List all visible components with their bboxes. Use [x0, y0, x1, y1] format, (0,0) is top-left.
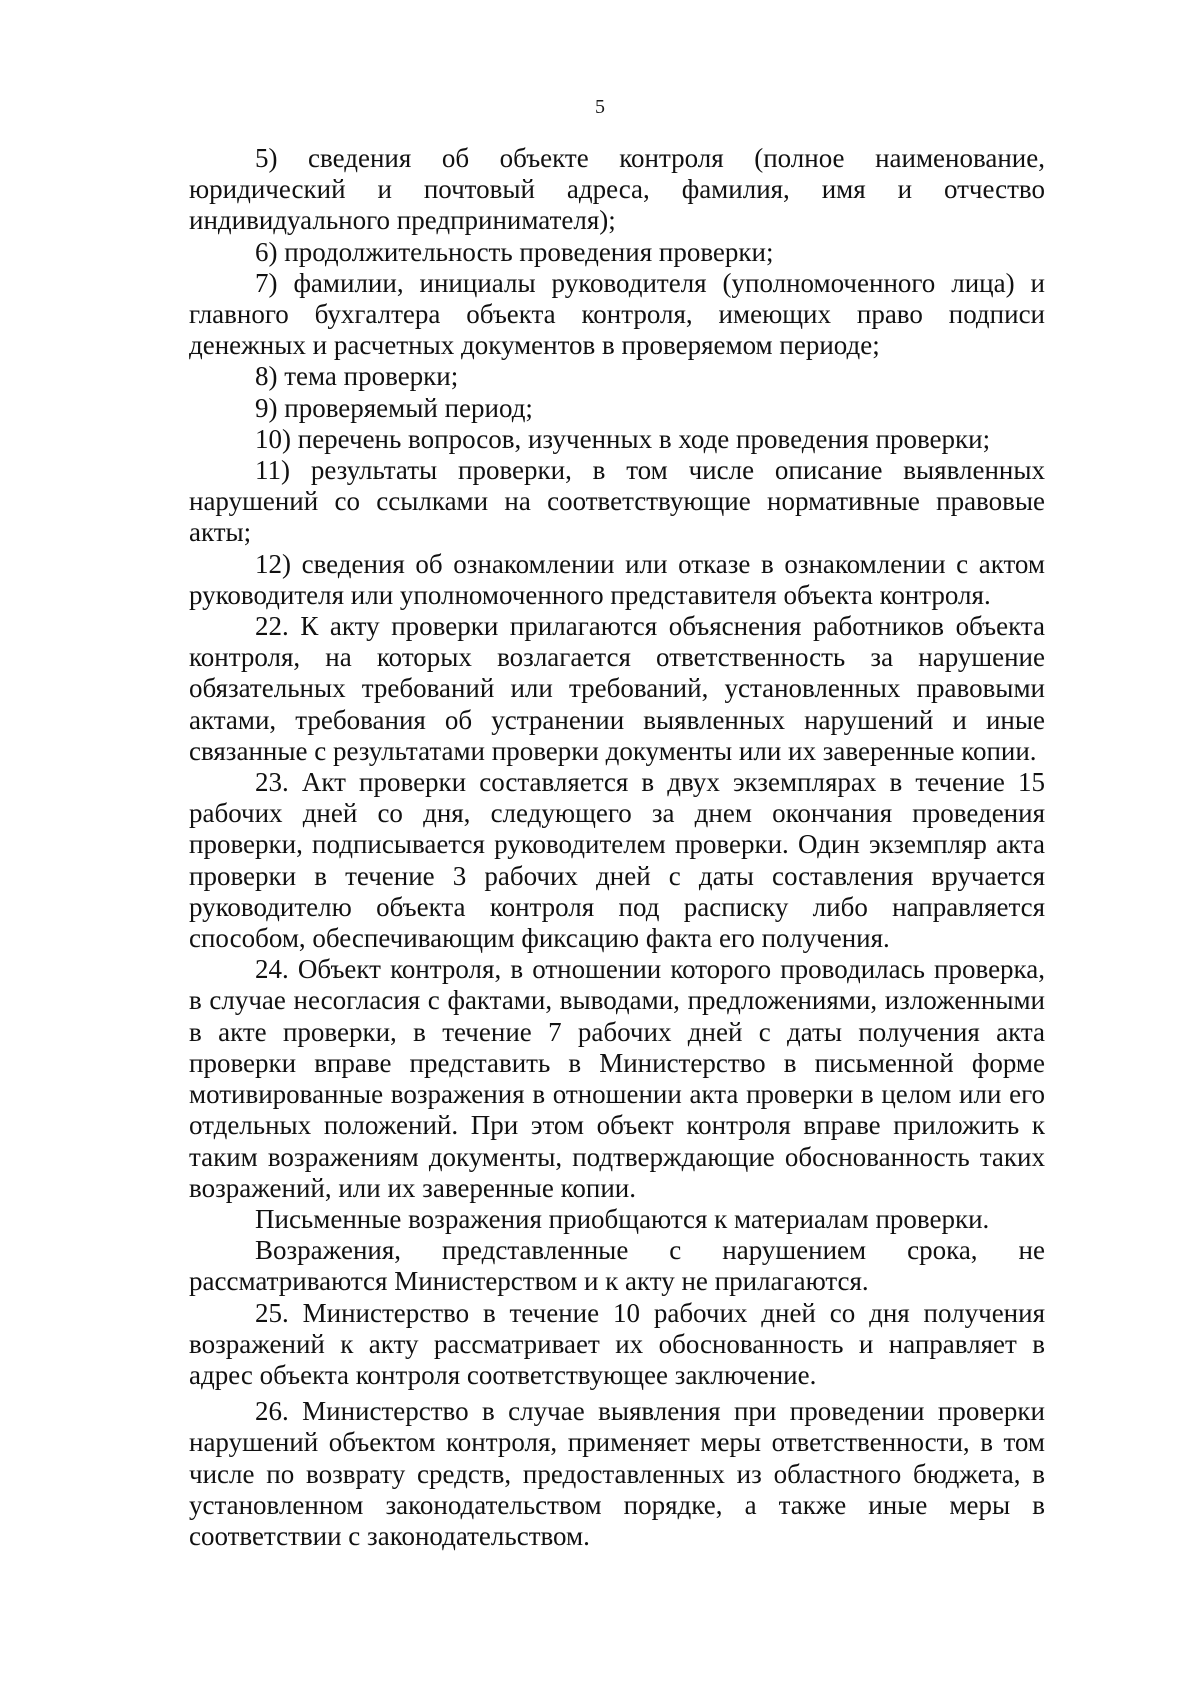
paragraph-item-5: 5) сведения об объекте контроля (полное наименование, юридический и почтовый адреса, фамилия, имя и отчество индивидуального предпринимателя); [189, 143, 1045, 236]
paragraph-item-10: 10) перечень вопросов, изученных в ходе проведения проверки; [255, 423, 991, 454]
paragraph-item-12: 12) сведения об ознакомлении или отказе в ознакомлении с актом руководителя или уполномоченного представителя объекта контроля. [189, 548, 1045, 610]
paragraph-item-9: 9) проверяемый период; [255, 392, 533, 423]
paragraph-clause-25: 25. Министерство в течение 10 рабочих дней со дня получения возражений к акту рассматривает их обоснованность и направляет в адрес объекта контроля соответствующее заключение. [189, 1297, 1045, 1390]
paragraph-item-7: 7) фамилии, инициалы руководителя (уполномоченного лица) и главного бухгалтера объекта контроля, имеющих право подписи денежных и расчетных документов в проверяемом периоде; [189, 267, 1045, 361]
paragraph-clause-26: 26. Министерство в случае выявления при проведении проверки нарушений объектом контроля, применяет меры ответственности, в том числе по возврату средств, предоставленных из областного бюджета, в установленном законодательством порядке, а также иные меры в соответствии с законодательством. [189, 1396, 1045, 1551]
document-body [189, 143, 1045, 1552]
page-number: 5 [595, 96, 605, 118]
paragraph-item-8: 8) тема проверки; [255, 361, 459, 392]
paragraph-item-6: 6) продолжительность проведения проверки; [255, 236, 774, 267]
paragraph-written-objections: Письменные возражения приобщаются к материалам проверки. [255, 1203, 990, 1234]
paragraph-item-11: 11) результаты проверки, в том числе описание выявленных нарушений со ссылками на соответствующие нормативные правовые акты; [189, 455, 1045, 548]
paragraph-clause-23: 23. Акт проверки составляется в двух экземплярах в течение 15 рабочих дней со дня, следующего за днем окончания проведения проверки, подписывается руководителем проверки. Один экземпляр акта проверки в течение 3 рабочих дней с даты составления вручается руководителю объекта контроля под расписку либо направляется способом, обеспечивающим фиксацию факта его получения. [189, 767, 1045, 954]
paragraph-clause-24: 24. Объект контроля, в отношении которого проводилась проверка, в случае несогласия с фактами, выводами, предложениями, изложенными в акте проверки, в течение 7 рабочих дней с даты получения акта проверки вправе представить в Министерство в письменной форме мотивированные возражения в отношении акта проверки в целом или его отдельных положений. При этом объект контроля вправе приложить к таким возражениям документы, подтверждающие обоснованность таких возражений, или их заверенные копии. [189, 954, 1045, 1203]
paragraph-clause-22: 22. К акту проверки прилагаются объяснения работников объекта контроля, на которых возлагается ответственность за нарушение обязательных требований или требований, установленных правовыми актами, требования об устранении выявленных нарушений и иные связанные с результатами проверки документы или их заверенные копии. [189, 611, 1045, 766]
paragraph-late-objections: Возражения, представленные с нарушением срока, не рассматриваются Министерством и к акту не прилагаются. [189, 1235, 1045, 1297]
